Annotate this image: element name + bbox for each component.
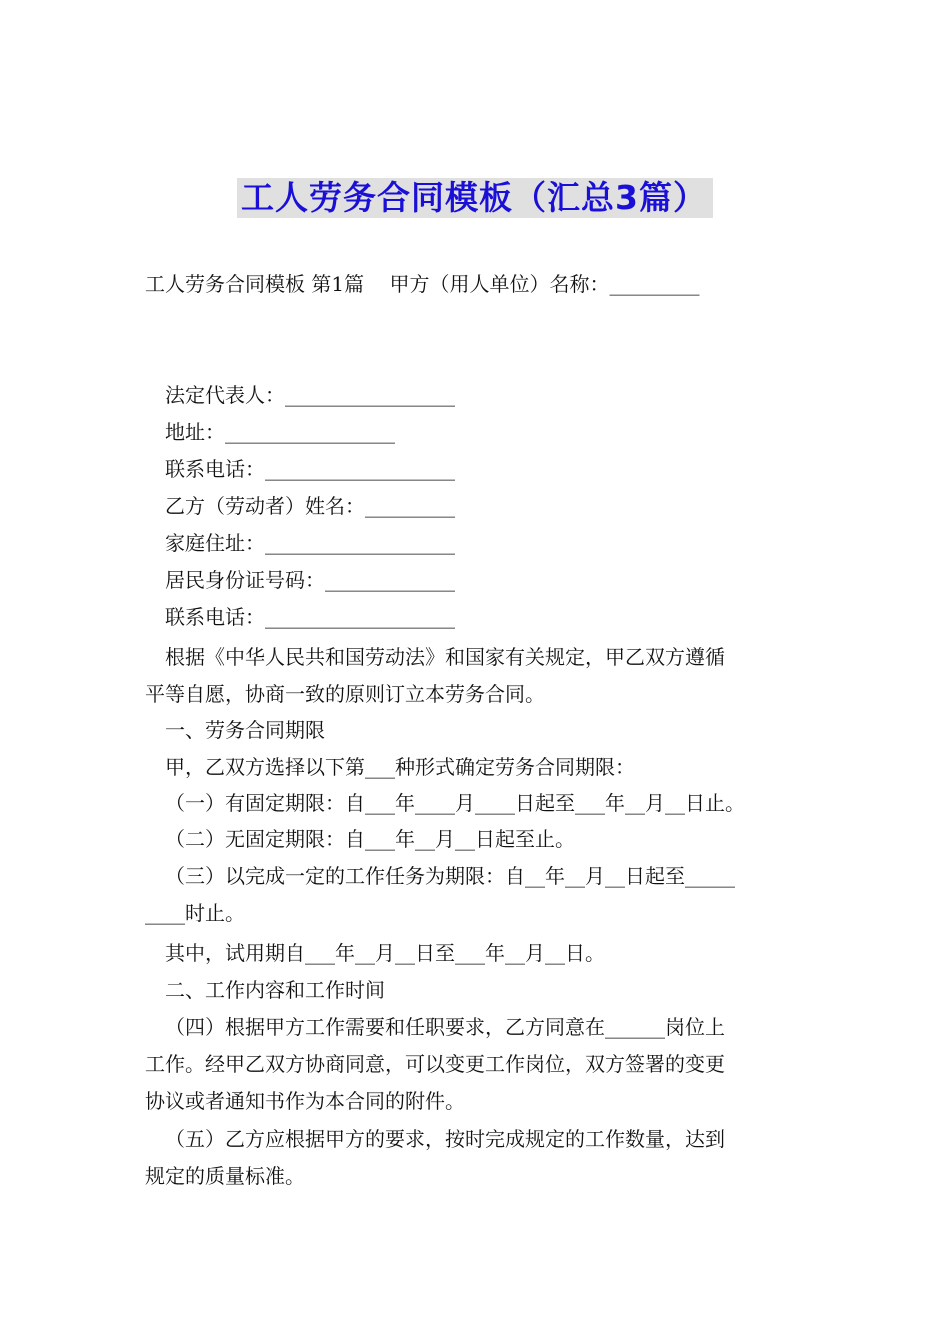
- title-wrap: [0, 178, 950, 218]
- section-heading-1: 一、劳务合同期限: [165, 718, 325, 742]
- home-address-line: 家庭住址：___________________: [165, 531, 455, 555]
- fixed-term-line: （一）有固定期限：自___年____月____日起至___年__月__日止。: [165, 791, 745, 815]
- clause-4-line-2: 工作。经甲乙双方协商同意，可以变更工作岗位，双方签署的变更: [145, 1052, 725, 1076]
- preamble-line-2: 平等自愿，协商一致的原则订立本劳务合同。: [145, 682, 545, 706]
- preamble-line-1: 根据《中华人民共和国劳动法》和国家有关规定，甲乙双方遵循: [165, 645, 725, 669]
- term-choice-line: 甲，乙双方选择以下第___种形式确定劳务合同期限：: [165, 755, 635, 779]
- worker-name-line: 乙方（劳动者）姓名：_________: [165, 494, 455, 518]
- open-term-line: （二）无固定期限：自___年__月__日起至止。: [165, 827, 575, 851]
- phone-line-b: 联系电话：___________________: [165, 605, 455, 629]
- clause-5-line-2: 规定的质量标准。: [145, 1164, 305, 1188]
- probation-line: 其中，试用期自___年__月__日至___年__月__日。: [165, 941, 605, 965]
- document-title: 工人劳务合同模板（汇总3篇）: [237, 178, 713, 218]
- address-line: 地址：_________________: [165, 420, 395, 444]
- intro-line: 工人劳务合同模板 第1篇 甲方（用人单位）名称：_________: [145, 272, 700, 296]
- section-heading-2: 二、工作内容和工作时间: [165, 978, 385, 1002]
- task-term-line-1: （三）以完成一定的工作任务为期限：自__年__月__日起至_____: [165, 864, 735, 888]
- id-number-line: 居民身份证号码：_____________: [165, 568, 455, 592]
- clause-4-line-3: 协议或者通知书作为本合同的附件。: [145, 1089, 465, 1113]
- clause-4-line-1: （四）根据甲方工作需要和任职要求，乙方同意在______岗位上: [165, 1015, 725, 1039]
- clause-5-line-1: （五）乙方应根据甲方的要求，按时完成规定的工作数量，达到: [165, 1127, 725, 1151]
- task-term-line-2: ____时止。: [145, 901, 245, 925]
- phone-line-a: 联系电话：___________________: [165, 457, 455, 481]
- legal-rep-line: 法定代表人：_________________: [165, 383, 455, 407]
